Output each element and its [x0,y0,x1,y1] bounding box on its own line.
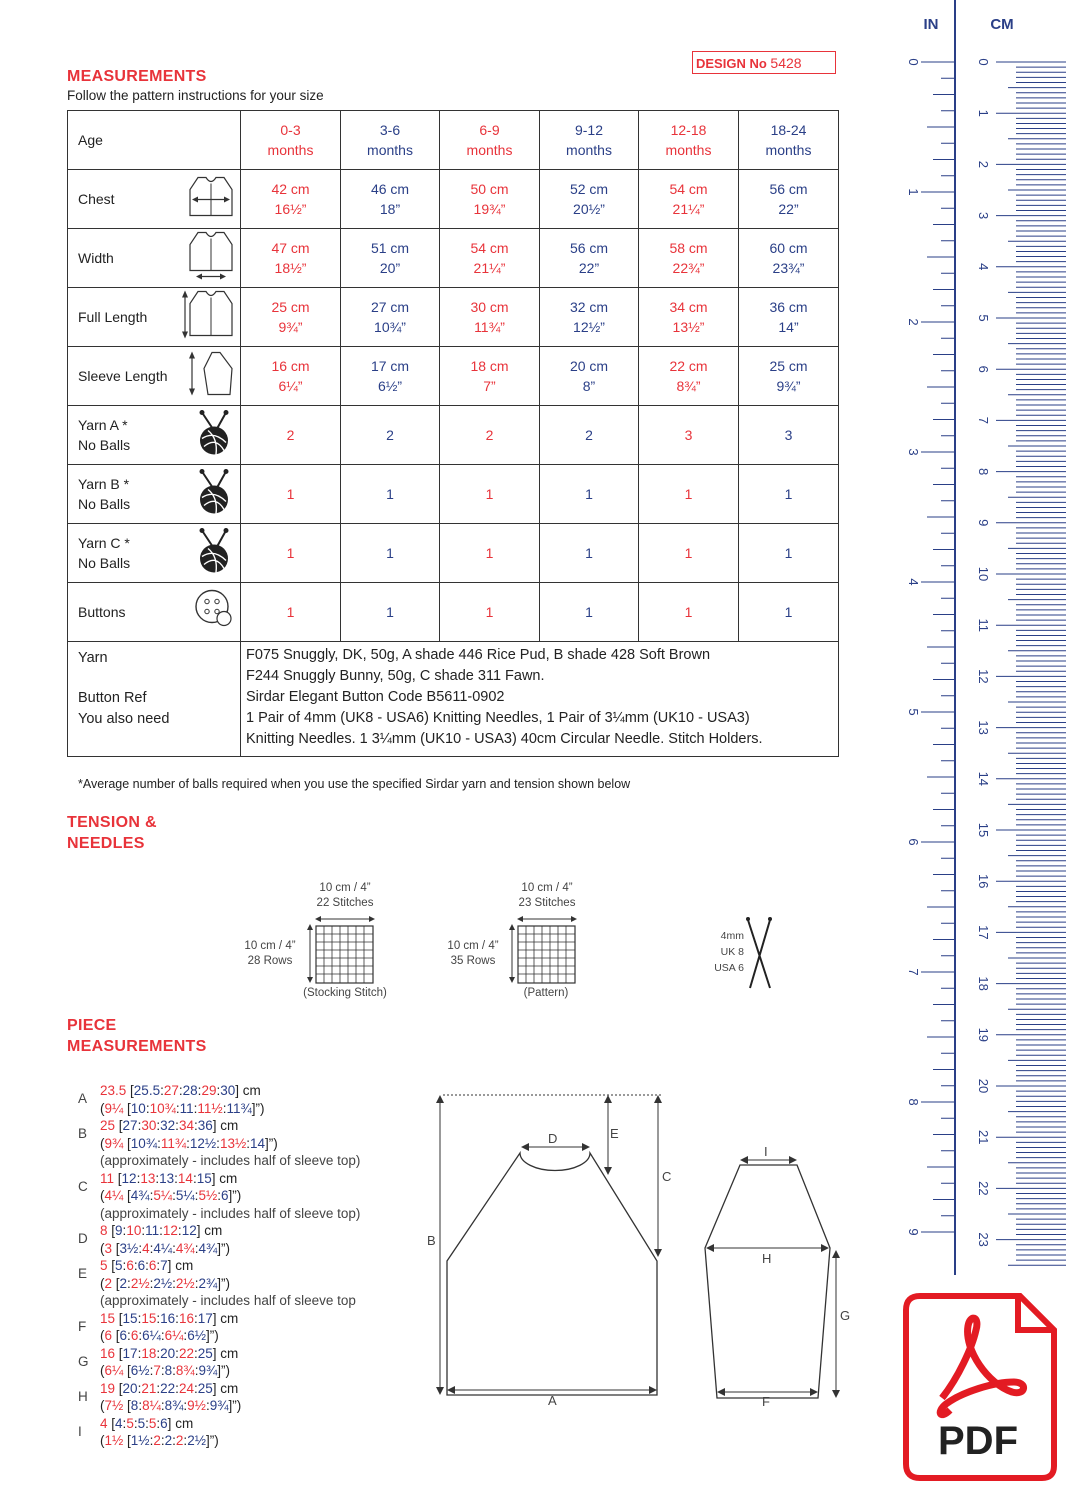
piece-values: 8 [9:10:11:12:12] cm (3 [3½:4:4¼:4¾:4¾]”) [100,1223,230,1256]
measurement-cell: 2 [440,406,540,465]
age-row [68,111,839,170]
measurement-cell: 1 [540,465,639,524]
ruler-cm-number: 20 [976,1078,991,1094]
ruler-cm-number: 0 [976,58,991,66]
measurement-cell: 2 [241,406,341,465]
instructions-text: Follow the pattern instructions for your size [67,88,324,103]
ruler-cm-number: 13 [976,720,991,735]
measurement-cell: 18 cm 7” [440,347,540,406]
measurement-cell: 30 cm 11¾” [440,288,540,347]
measurement-cell: 1 [739,465,839,524]
measurement-cell: 17 cm 6½” [341,347,440,406]
row-label: Chest [68,170,241,229]
measurement-cell: 3 [639,406,739,465]
ruler-cm-number: 15 [976,822,991,838]
ruler-cm-number: 3 [976,211,991,220]
ruler-inch-number: 2 [906,318,921,326]
row-label: Buttons [68,583,241,642]
ruler-inch-number: 0 [906,58,921,66]
measurement-cell: 27 cm 10¾” [341,288,440,347]
piece-letter: B [78,1126,88,1141]
piece-heading-line2: MEASUREMENTS [67,1038,207,1055]
body-diagram [420,1085,680,1415]
piece-item [78,1415,360,1450]
ruler-cm-number: 22 [976,1181,991,1196]
piece-letter: D [78,1231,88,1246]
button-icon [194,589,234,636]
size-header: 18-24 months [739,111,839,170]
measurement-cell: 42 cm 16½” [241,170,341,229]
ruler-cm-number: 18 [976,976,991,991]
design-number: 5428 [770,55,802,71]
ruler-cm-number: 6 [976,365,991,373]
measurement-cell: 3 [739,406,839,465]
measurement-cell: 2 [540,406,639,465]
label-c: C [662,1169,672,1184]
measurement-cell: 1 [440,583,540,642]
measurement-row [68,465,839,524]
piece-item [78,1117,360,1170]
measurement-cell: 1 [639,465,739,524]
piece-letter: A [78,1091,88,1106]
tension-heading [67,812,157,854]
measurement-cell: 1 [241,583,341,642]
materials-labels: Yarn Button Ref You also need [68,642,241,757]
ruler-cm-number: 1 [976,109,991,117]
age-label: Age [68,111,241,170]
measurement-cell: 36 cm 14” [739,288,839,347]
needles-icon [744,914,776,994]
measurement-cell: 1 [241,524,341,583]
ruler-cm-number: 14 [976,771,991,787]
label-g: G [840,1308,851,1323]
measurement-cell: 51 cm 20” [341,229,440,288]
stocking-caption: (Stocking Stitch) [303,987,387,999]
label-d: D [548,1131,558,1146]
measurement-cell: 1 [341,465,440,524]
piece-item [78,1082,360,1117]
piece-letter: G [78,1353,89,1369]
measurement-cell: 1 [540,524,639,583]
needle-size-label: 4mm UK 8 USA 6 [714,930,744,974]
ruler-cm-number: 21 [976,1129,991,1145]
measurement-cell: 46 cm 18” [341,170,440,229]
measurement-row [68,229,839,288]
measurement-cell: 22 cm 8¾” [639,347,739,406]
ruler-cm-number: 7 [976,416,991,425]
measurement-cell: 25 cm 9¾” [241,288,341,347]
chest-icon [188,174,234,225]
ruler-cm-number: 4 [976,263,991,271]
width-icon [188,231,234,286]
piece-values: 5 [5:6:6:6:7] cm (2 [2:2½:2½:2½:2¾]”) (approximately - includes half of sleeve top [100,1258,356,1308]
row-label: Yarn B * No Balls [68,465,241,524]
measurement-cell: 20 cm 8” [540,347,639,406]
piece-letter: C [78,1178,88,1194]
measurement-cell: 1 [341,583,440,642]
ruler-cm-number: 2 [976,160,991,169]
measurement-cell: 56 cm 22” [739,170,839,229]
measurement-cell: 1 [440,465,540,524]
materials-row [68,642,839,757]
measurement-cell: 52 cm 20½” [540,170,639,229]
footnote: *Average number of balls required when you use the specified Sirdar yarn and tension shown below [78,777,631,791]
ruler-cm-number: 19 [976,1027,991,1043]
piece-values: 25 [27:30:32:34:36] cm (9¾ [10¾:11¾:12½:13½:14]”) (approximately - includes half of sleeve top) [100,1118,361,1168]
measurement-cell: 1 [341,524,440,583]
ruler-inch-number: 7 [906,968,921,976]
measurement-cell: 1 [540,583,639,642]
measurement-cell: 1 [739,524,839,583]
ruler-cm-number: 23 [976,1232,991,1247]
measurement-cell: 34 cm 13½” [639,288,739,347]
pdf-badge-icon[interactable] [902,1292,1058,1482]
piece-item [78,1257,360,1310]
measurement-cell: 1 [739,583,839,642]
measurement-cell: 1 [639,524,739,583]
ruler-cm-number: 16 [976,873,991,889]
ruler-cm-number: 17 [976,925,991,940]
measurement-cell: 1 [241,465,341,524]
ruler-in-label: IN [923,16,939,33]
piece-item [78,1222,360,1257]
ruler-inch-number: 3 [906,448,921,456]
label-i: I [764,1144,768,1159]
measurement-cell: 54 cm 21¼” [639,170,739,229]
materials-values: F075 Snuggly, DK, 50g, A shade 446 Rice Pud, B shade 428 Soft Brown F244 Snuggly Bunny, 50g, C shade 311 Fawn. Sirdar Elegant Button Code B5611-0902 1 Pair of 4mm (UK8 - USA6) Knitting Needles, 1 Pair of 3¼mm (UK10 - USA3) Knitting Needles. 1 3¼mm (UK10 - USA3) 40cm Circular Needle. Stitch Holders. [241,642,839,757]
measurement-cell: 60 cm 23¾” [739,229,839,288]
measurement-cell: 56 cm 22” [540,229,639,288]
piece-letter: H [78,1388,88,1404]
stocking-width-label: 10 cm / 4” 22 Stitches [316,882,374,909]
size-header: 9-12 months [540,111,639,170]
ruler-cm-number: 8 [976,467,991,476]
piece-item [78,1170,360,1223]
measurement-cell: 1 [639,583,739,642]
stocking-height-label: 10 cm / 4” 28 Rows [244,940,296,967]
yarn-ball-icon [194,468,234,521]
yarn-ball-icon [194,527,234,580]
piece-measurements-list [78,1082,360,1450]
full-length-icon [182,288,234,347]
measurements-heading: MEASUREMENTS [67,68,207,85]
label-a: A [548,1393,557,1408]
measurement-cell: 47 cm 18½” [241,229,341,288]
pdf-label: PDF [938,1419,1018,1463]
piece-heading-line1: PIECE [67,1017,117,1034]
row-label: Width [68,229,241,288]
measurement-row [68,170,839,229]
ruler-cm-number: 10 [976,566,991,582]
ruler-inch-number: 8 [906,1098,921,1106]
label-e: E [610,1126,619,1141]
design-label: DESIGN No [696,56,767,71]
piece-values: 15 [15:15:16:16:17] cm (6 [6:6:6¼:6¼:6½]”) [100,1310,239,1343]
measurement-row [68,524,839,583]
piece-letter: F [78,1318,87,1334]
ruler-cm-number: 11 [976,618,991,632]
row-label: Sleeve Length [68,347,241,406]
measurement-cell: 32 cm 12½” [540,288,639,347]
measurement-cell: 2 [341,406,440,465]
label-f: F [762,1394,770,1409]
piece-letter: E [78,1266,88,1281]
row-label: Yarn A * No Balls [68,406,241,465]
pattern-height-label: 10 cm / 4” 35 Rows [447,940,499,967]
size-header: 0-3 months [241,111,341,170]
sleeve-length-icon [188,349,234,404]
measurement-cell: 1 [440,524,540,583]
tension-heading-line2: NEEDLES [67,835,145,852]
pattern-caption: (Pattern) [523,987,569,999]
size-header: 6-9 months [440,111,540,170]
piece-letter: I [78,1423,82,1439]
stocking-tension-grid [300,914,380,984]
pattern-width-label: 10 cm / 4” 23 Stitches [518,882,576,909]
label-h: H [762,1251,772,1266]
measurement-cell: 54 cm 21¼” [440,229,540,288]
piece-values: 23.5 [25.5:27:28:29:30] cm (9¼ [10:10¾:11:11½:11¾]”) [100,1083,265,1116]
label-b: B [427,1233,436,1248]
size-header: 12-18 months [639,111,739,170]
measurement-row [68,347,839,406]
piece-item [78,1345,360,1380]
ruler-inch-number: 4 [906,578,921,586]
ruler [895,0,1066,1280]
ruler-cm-label: CM [990,16,1014,33]
yarn-ball-icon [194,409,234,462]
piece-values: 16 [17:18:20:22:25] cm (6¼ [6½:7:8:8¾:9¾]”) [100,1345,239,1378]
sleeve-diagram [700,1140,860,1410]
ruler-inch-number: 5 [906,708,921,716]
ruler-cm-number: 12 [976,669,991,684]
piece-values: 11 [12:13:13:14:15] cm (4¼ [4¾:5¼:5¼:5½:6]”) (approximately - includes half of sleeve top) [100,1170,361,1221]
row-label: Yarn C * No Balls [68,524,241,583]
tension-heading-line1: TENSION & [67,814,157,831]
ruler-cm-number: 5 [976,314,991,322]
pattern-tension-grid [502,914,582,984]
piece-item [78,1310,360,1345]
ruler-cm-number: 9 [976,519,991,527]
size-header: 3-6 months [341,111,440,170]
row-label: Full Length [68,288,241,347]
measurement-cell: 25 cm 9¾” [739,347,839,406]
piece-item [78,1380,360,1415]
ruler-inch-number: 6 [906,838,921,846]
piece-measurements-heading [67,1015,207,1057]
measurement-cell: 58 cm 22¾” [639,229,739,288]
measurement-cell: 50 cm 19¾” [440,170,540,229]
piece-values: 19 [20:21:22:24:25] cm (7½ [8:8¼:8¾:9½:9¾]”) [100,1380,242,1413]
measurement-cell: 16 cm 6¼” [241,347,341,406]
measurement-row [68,406,839,465]
piece-values: 4 [4:5:5:5:6] cm (1½ [1½:2:2:2:2½]”) [100,1415,219,1448]
ruler-inch-number: 9 [906,1228,921,1236]
measurement-row [68,583,839,642]
measurement-row [68,288,839,347]
ruler-inch-number: 1 [906,188,921,196]
design-number-badge [692,51,836,74]
measurements-table [67,110,839,757]
